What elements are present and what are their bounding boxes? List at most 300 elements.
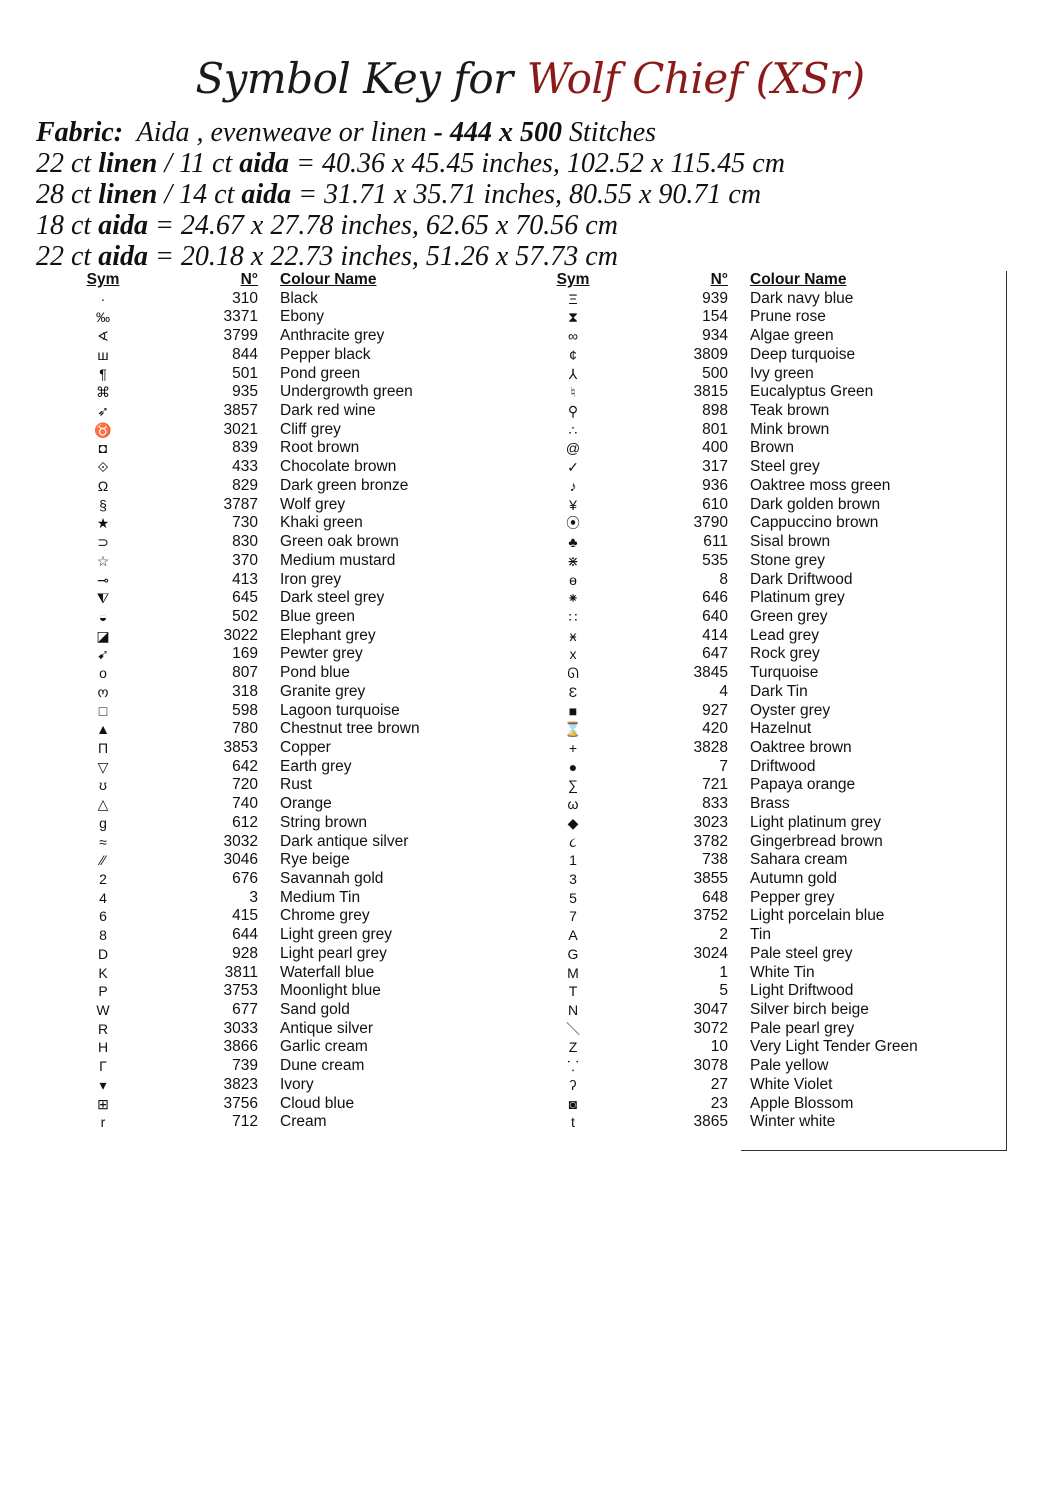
thread-number: 3790 <box>693 514 728 532</box>
colour-name: Papaya orange <box>750 776 856 794</box>
thread-number: 3047 <box>693 1001 728 1019</box>
colour-name: Steel grey <box>750 458 820 476</box>
colour-name: Brass <box>750 795 790 813</box>
thread-number: 934 <box>702 327 728 345</box>
colour-name: Pond green <box>280 364 361 382</box>
colour-name: Medium Tin <box>280 888 361 906</box>
thread-number: 3811 <box>224 963 258 981</box>
thread-number: 721 <box>702 776 728 794</box>
fabric-dash: - <box>433 117 443 148</box>
size-fabric: aida <box>98 241 148 272</box>
thread-number: 501 <box>232 364 258 382</box>
size-fabric: aida <box>98 210 148 241</box>
thread-number: 433 <box>232 458 258 476</box>
thread-number: 1 <box>719 963 728 981</box>
symbol-cell: ω <box>567 796 579 813</box>
symbol-cell: ⊞ <box>97 1095 109 1112</box>
symbol-cell: ◒ <box>98 608 108 625</box>
symbol-cell: ☆ <box>96 552 110 569</box>
symbol-cell: ▽ <box>97 758 109 775</box>
colour-name: Sand gold <box>280 1001 350 1019</box>
size-fabric-2: aida <box>239 148 290 179</box>
symbol-cell: ➹ <box>97 646 109 663</box>
thread-number: 23 <box>710 1094 728 1112</box>
fabric-types: Aida , evenweave or linen <box>136 117 427 148</box>
thread-number: 317 <box>702 458 728 476</box>
colour-name: Silver birch beige <box>750 1001 869 1019</box>
colour-name: Prune rose <box>750 308 826 326</box>
symbol-cell: 5 <box>569 889 577 906</box>
symbol-cell: G <box>567 945 579 962</box>
symbol-cell: 7 <box>569 908 577 925</box>
symbol-cell: ● <box>568 758 578 775</box>
colour-name: Oaktree moss green <box>750 476 891 494</box>
thread-number: 640 <box>702 607 728 625</box>
size-dims: = 31.71 x 35.71 inches, 80.55 x 90.71 cm <box>298 179 762 210</box>
thread-number: 3032 <box>223 832 258 850</box>
header-sym: Sym <box>556 271 590 288</box>
symbol-cell: 2 <box>99 871 107 887</box>
colour-name: Elephant grey <box>280 626 376 644</box>
thread-number: 612 <box>232 813 258 831</box>
thread-number: 3024 <box>693 944 728 962</box>
size-count: 22 ct <box>36 241 92 272</box>
symbol-cell: r <box>100 1114 106 1131</box>
symbol-cell: + <box>568 739 578 756</box>
symbol-cell: · <box>100 290 106 307</box>
size-count: 28 ct <box>36 179 92 210</box>
colour-name: Stone grey <box>750 551 825 569</box>
symbol-cell: ◆ <box>567 814 579 831</box>
symbol-cell: ⋇ <box>567 552 579 569</box>
colour-name: Undergrowth green <box>280 383 413 401</box>
symbol-cell: ო <box>97 683 109 700</box>
colour-name: Anthracite grey <box>280 327 385 345</box>
thread-number: 500 <box>702 364 728 382</box>
colour-name: Orange <box>280 795 332 813</box>
thread-number: 3866 <box>223 1038 258 1056</box>
thread-number: 830 <box>232 533 258 551</box>
symbol-cell: ¢ <box>569 346 577 363</box>
symbol-cell: Z <box>568 1039 578 1056</box>
thread-number: 833 <box>702 795 728 813</box>
thread-number: 8 <box>719 570 728 588</box>
symbol-cell: ʊ <box>99 777 107 794</box>
thread-number: 645 <box>232 589 258 607</box>
header-name: Colour Name <box>750 271 847 288</box>
thread-number: 839 <box>232 439 258 457</box>
symbol-cell: ⊸ <box>97 571 109 588</box>
title-prefix: Symbol Key for <box>195 54 513 103</box>
thread-number: 502 <box>232 607 258 625</box>
thread-number: 370 <box>232 551 258 569</box>
thread-number: 3809 <box>693 345 728 363</box>
symbol-cell: 4 <box>99 889 107 906</box>
thread-number: 3865 <box>693 1113 728 1131</box>
symbol-cell: ＼ <box>566 1020 580 1037</box>
thread-number: 5 <box>719 982 728 1000</box>
symbol-cell: □ <box>98 702 108 719</box>
colour-name: Algae green <box>750 327 834 345</box>
fabric-line <box>36 117 1036 148</box>
fabric-info <box>36 117 1036 272</box>
colour-name: Hazelnut <box>750 720 812 738</box>
symbol-cell: @ <box>565 440 581 457</box>
thread-number: 169 <box>232 645 258 663</box>
symbol-cell: D <box>97 945 109 962</box>
colour-name: Ebony <box>280 308 324 326</box>
pattern-name: Wolf Chief (XSr) <box>526 54 865 103</box>
thread-number: 611 <box>703 533 728 551</box>
colour-name: Brown <box>750 439 794 457</box>
symbol-cell: ⟐ <box>97 459 109 476</box>
colour-name: Dark red wine <box>280 402 376 420</box>
thread-number: 780 <box>232 720 258 738</box>
thread-number: 3072 <box>693 1019 728 1037</box>
colour-name: Deep turquoise <box>750 345 856 363</box>
colour-name: Driftwood <box>750 757 816 775</box>
symbol-cell: ¶ <box>99 365 107 382</box>
symbol-cell: g <box>99 814 107 831</box>
thread-number: 646 <box>702 589 728 607</box>
thread-number: 829 <box>232 476 258 494</box>
symbol-cell: ш <box>97 346 109 363</box>
thread-number: 3023 <box>693 813 728 831</box>
colour-name: Pale pearl grey <box>750 1019 855 1037</box>
thread-number: 3845 <box>693 664 728 682</box>
symbol-cell: ∑ <box>568 777 578 794</box>
thread-number: 730 <box>232 514 258 532</box>
size-sep: / 11 ct <box>164 148 233 179</box>
symbol-cell: ‰ <box>96 309 110 326</box>
colour-name: Green oak brown <box>280 533 399 551</box>
colour-name: Earth grey <box>280 757 352 775</box>
colour-name: Cream <box>280 1113 327 1131</box>
colour-name: Oaktree brown <box>750 738 852 756</box>
colour-name: Wolf grey <box>280 495 346 513</box>
colour-name: Dark Tin <box>750 682 808 700</box>
thread-number: 3078 <box>693 1057 728 1075</box>
symbol-cell: ♪ <box>569 477 577 494</box>
colour-name: Light pearl grey <box>280 944 387 962</box>
header-num: N° <box>710 271 728 288</box>
thread-number: 644 <box>232 926 258 944</box>
symbol-cell: ⁄⁄ <box>100 852 106 869</box>
thread-number: 3033 <box>223 1019 258 1037</box>
colour-name: Rust <box>280 776 312 794</box>
thread-number: 939 <box>702 289 728 307</box>
colour-name: Eucalyptus Green <box>750 383 874 401</box>
colour-name: Ivy green <box>750 364 814 382</box>
thread-number: 7 <box>719 757 728 775</box>
colour-name: Rock grey <box>750 645 820 663</box>
symbol-cell: ◪ <box>96 627 110 644</box>
symbol-cell: 8 <box>99 927 107 944</box>
symbol-cell: 1 <box>569 852 577 869</box>
symbol-cell: ■ <box>568 702 578 719</box>
size-line <box>36 148 1036 179</box>
symbol-cell: ⊃ <box>97 534 109 551</box>
thread-number: 3853 <box>223 738 258 756</box>
symbol-cell: Ɛ <box>568 683 578 700</box>
symbol-cell: ⧨ <box>96 590 110 607</box>
symbol-cell: ♣ <box>568 534 578 551</box>
thread-number: 310 <box>232 289 258 307</box>
symbol-cell: ➶ <box>97 403 109 420</box>
header-num: N° <box>240 271 258 288</box>
thread-number: 535 <box>702 551 728 569</box>
colour-name: Lagoon turquoise <box>280 701 400 719</box>
colour-name: Savannah gold <box>280 870 384 887</box>
thread-number: 3815 <box>693 383 728 401</box>
size-count: 22 ct <box>36 148 92 179</box>
header-name: Colour Name <box>280 271 377 288</box>
colour-name: Teak brown <box>750 402 830 420</box>
colour-name: Light Driftwood <box>750 982 854 1000</box>
thread-number: 3022 <box>223 626 258 644</box>
symbol-cell: R <box>97 1020 109 1037</box>
thread-number: 3752 <box>693 907 728 925</box>
colour-name: Rye beige <box>280 851 350 869</box>
thread-number: 740 <box>232 795 258 813</box>
symbol-cell: ⧗ <box>568 309 578 326</box>
colour-name: String brown <box>280 813 368 831</box>
symbol-cell: N <box>567 1002 579 1019</box>
thread-number: 400 <box>702 439 728 457</box>
symbol-cell: t <box>571 1114 575 1131</box>
thread-number: 413 <box>232 570 258 588</box>
thread-number: 677 <box>232 1001 258 1019</box>
thread-number: 2 <box>719 926 728 944</box>
thread-number: 898 <box>702 402 728 420</box>
stitch-count: 444 x 500 <box>449 117 562 148</box>
size-dims: = 20.18 x 22.73 inches, 51.26 x 57.73 cm <box>155 241 618 272</box>
thread-number: 27 <box>710 1075 728 1093</box>
symbol-cell: ⸪ <box>567 1058 579 1075</box>
symbol-cell: A <box>568 927 578 944</box>
symbol-cell: x <box>569 646 577 663</box>
colour-name: Cloud blue <box>280 1094 355 1112</box>
colour-name: Sahara cream <box>750 851 848 869</box>
thread-number: 414 <box>702 626 728 644</box>
colour-name: Dark steel grey <box>280 589 385 607</box>
colour-name: Apple Blossom <box>750 1094 854 1112</box>
thread-number: 3021 <box>223 420 258 438</box>
colour-name: Antique silver <box>280 1019 374 1037</box>
colour-name: Dune cream <box>280 1057 365 1075</box>
colour-name: Lead grey <box>750 626 819 644</box>
symbol-cell: ♉ <box>94 421 112 438</box>
symbol-cell: ૮ <box>569 833 577 850</box>
thread-number: 10 <box>710 1038 728 1056</box>
colour-name: Winter white <box>750 1113 836 1131</box>
size-fabric-2: aida <box>241 179 292 210</box>
symbol-cell: ∷ <box>568 608 578 625</box>
colour-name: Garlic cream <box>280 1038 368 1056</box>
symbol-cell: o <box>99 665 107 682</box>
colour-name: Dark navy blue <box>750 289 854 307</box>
symbol-cell: ¥ <box>569 496 577 513</box>
size-line <box>36 241 1036 272</box>
symbol-cell: § <box>99 496 107 513</box>
size-dims: = 24.67 x 27.78 inches, 62.65 x 70.56 cm <box>155 210 618 241</box>
colour-name: Root brown <box>280 439 360 457</box>
symbol-cell: ◘ <box>98 440 108 457</box>
symbol-cell: M <box>567 964 579 981</box>
thread-number: 3753 <box>223 982 258 1000</box>
thread-number: 807 <box>232 664 258 682</box>
symbol-cell: 6 <box>99 908 107 925</box>
symbol-cell: 3 <box>569 871 577 887</box>
colour-name: White Tin <box>750 963 815 981</box>
thread-number: 738 <box>702 851 728 869</box>
colour-name: Pale yellow <box>750 1057 829 1075</box>
symbol-cell: ✓ <box>567 459 579 476</box>
symbol-cell: P <box>98 983 108 1000</box>
size-fabric: linen <box>98 148 158 179</box>
stitch-unit: Stitches <box>568 117 657 148</box>
thread-number: 801 <box>702 420 728 438</box>
colour-name: Light green grey <box>280 926 393 944</box>
symbol-cell: W <box>96 1002 110 1019</box>
size-count: 18 ct <box>36 210 92 241</box>
thread-number: 642 <box>232 757 258 775</box>
colour-name: Dark golden brown <box>750 495 881 513</box>
symbol-cell: ♮ <box>570 384 576 401</box>
colour-name: Light platinum grey <box>750 813 881 831</box>
colour-name: Ivory <box>280 1075 314 1093</box>
symbol-cell: Γ <box>99 1058 107 1075</box>
symbol-cell: ⚲ <box>567 403 579 420</box>
colour-name: Dark green bronze <box>280 476 409 494</box>
colour-name: Copper <box>280 738 331 756</box>
colour-name: Turquoise <box>750 664 819 682</box>
thread-number: 927 <box>702 701 728 719</box>
colour-name: Pepper black <box>280 345 371 363</box>
thread-number: 647 <box>702 645 728 663</box>
colour-name: Cappuccino brown <box>750 514 879 532</box>
symbol-cell: ▾ <box>99 1076 107 1093</box>
thread-number: 3787 <box>223 495 258 513</box>
thread-number: 3823 <box>223 1075 258 1093</box>
symbol-cell: ⌛ <box>564 721 582 738</box>
thread-number: 3857 <box>223 402 258 420</box>
thread-number: 928 <box>232 944 258 962</box>
symbol-cell: ★ <box>96 515 110 532</box>
colour-name: Sisal brown <box>750 533 831 551</box>
symbol-cell: ɵ <box>569 571 577 588</box>
colour-name: Dark Driftwood <box>750 570 853 588</box>
size-line <box>36 210 1036 241</box>
table-bottom-rule <box>741 1150 1007 1151</box>
thread-number: 3782 <box>693 832 728 850</box>
colour-name: Oyster grey <box>750 701 831 719</box>
fabric-label: Fabric: <box>36 117 124 148</box>
thread-number: 610 <box>702 495 728 513</box>
colour-name: Platinum grey <box>750 589 845 607</box>
colour-name: Chrome grey <box>280 907 370 925</box>
colour-name: Cliff grey <box>280 420 341 438</box>
colour-name: Granite grey <box>280 682 366 700</box>
symbol-cell: ∢ <box>97 328 109 345</box>
thread-number: 3799 <box>223 327 258 345</box>
thread-number: 318 <box>232 682 258 700</box>
symbol-cell: ⌘ <box>96 384 110 401</box>
thread-number: 154 <box>702 308 728 326</box>
header-sym: Sym <box>86 271 120 288</box>
colour-name: Green grey <box>750 607 828 625</box>
thread-number: 935 <box>232 383 258 401</box>
symbol-cell: ⅄ <box>568 365 578 382</box>
thread-number: 648 <box>702 888 728 906</box>
symbol-cell: Ω <box>97 477 109 494</box>
thread-number: 3371 <box>223 308 258 326</box>
symbol-cell: ᘏ <box>567 665 579 682</box>
thread-number: 3 <box>249 888 258 906</box>
colour-name: Dark antique silver <box>280 832 409 850</box>
colour-name: Waterfall blue <box>280 963 375 981</box>
thread-number: 720 <box>232 776 258 794</box>
colour-name: Tin <box>750 926 771 944</box>
thread-number: 3855 <box>693 870 728 887</box>
thread-number: 3756 <box>223 1094 258 1112</box>
thread-number: 712 <box>232 1113 258 1131</box>
colour-name: Pale steel grey <box>750 944 853 962</box>
colour-name: Moonlight blue <box>280 982 381 1000</box>
thread-number: 3046 <box>223 851 258 869</box>
symbol-cell: K <box>98 964 108 981</box>
symbol-cell: Ξ <box>568 290 578 307</box>
symbol-cell: Π <box>97 739 109 756</box>
colour-name: Blue green <box>280 607 355 625</box>
colour-name: Khaki green <box>280 514 363 532</box>
thread-number: 739 <box>232 1057 258 1075</box>
symbol-cell: ≈ <box>99 833 107 850</box>
colour-name: Chestnut tree brown <box>280 720 420 738</box>
thread-number: 420 <box>702 720 728 738</box>
thread-number: 844 <box>232 345 258 363</box>
symbol-cell: ⁕ <box>567 590 579 607</box>
table-right-rule <box>1006 271 1007 1151</box>
thread-number: 415 <box>232 907 258 925</box>
colour-name: Black <box>280 289 318 307</box>
symbol-cell: ӿ <box>569 627 577 644</box>
thread-number: 4 <box>719 682 728 700</box>
symbol-cell: ▲ <box>96 721 110 738</box>
colour-name: Pewter grey <box>280 645 363 663</box>
colour-name: Autumn gold <box>750 870 838 887</box>
thread-number: 3828 <box>693 738 728 756</box>
symbol-cell: ◙ <box>568 1095 578 1112</box>
thread-number: 936 <box>702 476 728 494</box>
colour-name: Pond blue <box>280 664 350 682</box>
symbol-cell: △ <box>97 796 109 813</box>
size-dims: = 40.36 x 45.45 inches, 102.52 x 115.45 cm <box>296 148 785 179</box>
size-line <box>36 179 1036 210</box>
colour-name: White Violet <box>750 1075 833 1093</box>
size-sep: / 14 ct <box>164 179 235 210</box>
page-title <box>0 54 1060 103</box>
symbol-cell: H <box>97 1039 109 1056</box>
size-fabric: linen <box>98 179 158 210</box>
symbol-cell: ∞ <box>568 328 578 345</box>
colour-name: Pepper grey <box>750 888 835 906</box>
symbol-cell: ⦿ <box>566 515 580 532</box>
colour-name: Mink brown <box>750 420 830 438</box>
symbol-cell: ∴ <box>568 421 578 438</box>
colour-name: Medium mustard <box>280 551 396 569</box>
colour-name: Iron grey <box>280 570 342 588</box>
